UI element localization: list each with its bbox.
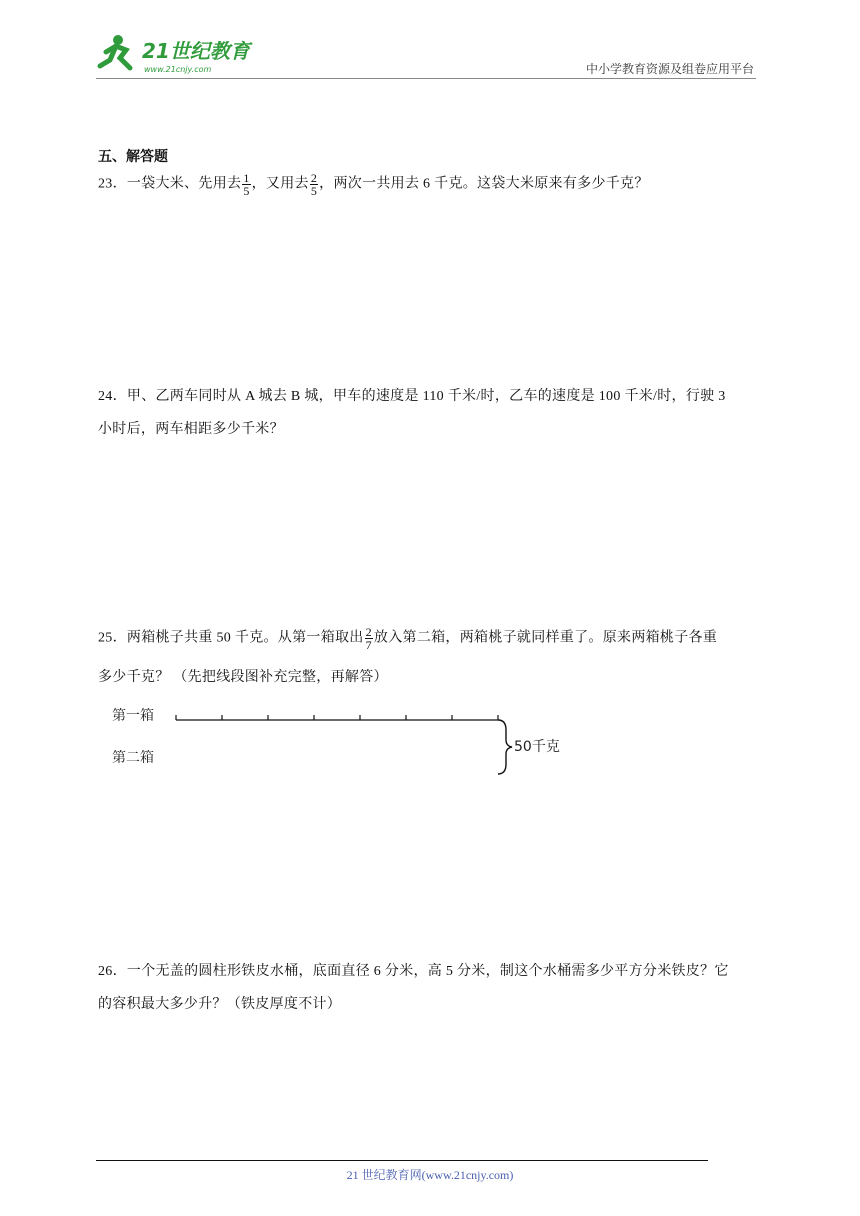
box1-segment-line xyxy=(176,715,498,720)
section-title: 五、解答题 xyxy=(98,149,168,165)
header-divider xyxy=(96,78,756,79)
platform-name: 中小学教育资源及组卷应用平台 xyxy=(585,62,754,76)
question-26-line-1: 26．一个无盖的圆柱形铁皮水桶，底面直径 6 分米，高 5 分米，制这个水桶需多少平方分米铁皮？它 xyxy=(98,964,729,979)
box2-label: 第二箱 xyxy=(112,750,154,766)
line-segment-diagram xyxy=(100,700,580,780)
total-label: 50千克 xyxy=(514,739,560,755)
fraction-1-5: $\frac{1}{5}$ xyxy=(243,171,250,198)
question-25-line-2: 多少千克？ （先把线段图补充完整，再解答） xyxy=(98,670,388,685)
fraction-2-5: $\frac{2}{5}$ xyxy=(310,171,318,198)
runner-icon xyxy=(100,35,130,68)
question-24-line-1: 24．甲、乙两车同时从 A 城去 B 城，甲车的速度是 110 千米/时，乙车的速度是 100 千米/时，行驶 3 xyxy=(98,389,726,404)
footer-text: 21 世纪教育网(www.21cnjy.com) xyxy=(346,1168,514,1182)
footer-divider xyxy=(96,1160,708,1161)
brace-icon xyxy=(498,720,512,774)
fraction-2-7: $\frac{2}{7}$ xyxy=(365,625,372,652)
question-25-line-1: 25．两箱桃子共重 50 千克。从第一箱取出 $\frac{2}{7}$ 放入第二箱，两箱桃子就同样重了。原来两箱桃子各重 xyxy=(98,625,718,652)
svg-text:www.21cnjy.com: www.21cnjy.com xyxy=(144,65,212,74)
question-23: 23．一袋大米、先用去 $\frac{1}{5}$ ，又用去 $\frac{2}{5}$ ，两次一共用去 6 千克。这袋大米原来有多少千克？ xyxy=(98,171,649,198)
site-logo xyxy=(96,30,266,76)
question-26-line-2: 的容积最大多少升？（铁皮厚度不计） xyxy=(98,997,342,1012)
question-24-line-2: 小时后，两车相距多少千米？ xyxy=(98,422,284,437)
svg-text:21世纪教育: 21世纪教育 xyxy=(142,39,250,63)
box1-label: 第一箱 xyxy=(112,708,154,724)
